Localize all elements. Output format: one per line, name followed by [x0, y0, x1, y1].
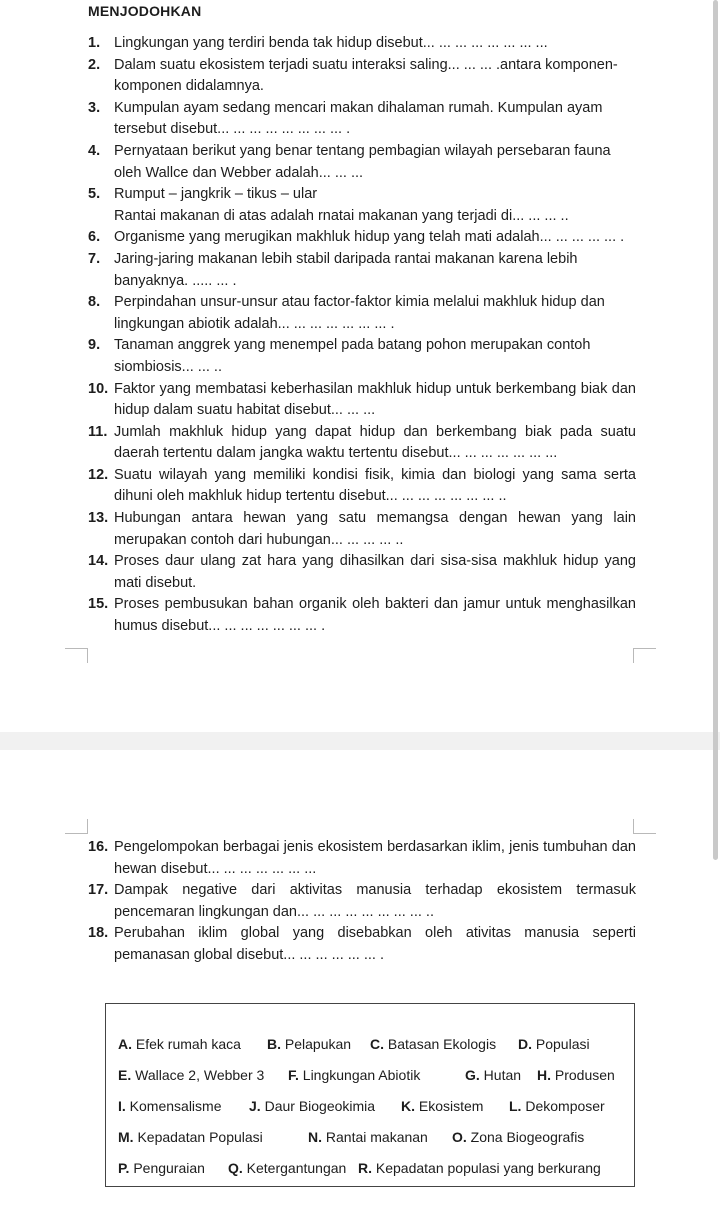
question-item [88, 33, 636, 55]
question-number: 2. [88, 56, 101, 73]
question-text: Suatu wilayah yang memiliki kondisi fisik, kimia dan biologi yang sama serta dihuni oleh makhluk hidup tertentu disebut... ... ... ... ... ... ... .. [114, 466, 636, 505]
question-text: Kumpulan ayam sedang mencari makan dihalaman rumah. Kumpulan ayam tersebut disebut... ... ... ... ... ... ... ... . [114, 99, 603, 138]
question-item [88, 227, 636, 249]
question-item [88, 837, 636, 880]
page-separator [0, 732, 720, 750]
question-text: Pernyataan berikut yang benar tentang pembagian wilayah persebaran fauna oleh Wallce dan Webber adalah... ... ... [114, 142, 611, 181]
question-item [88, 292, 636, 335]
question-number: 10. [88, 380, 109, 397]
question-number: 11. [88, 423, 108, 440]
answer-option: Q. Ketergantungan [228, 1160, 347, 1176]
answer-option: F. Lingkungan Abiotik [288, 1067, 421, 1083]
question-text: Perubahan iklim global yang disebabkan oleh ativitas manusia seperti pemanasan global disebut... ... ... ... ... ... . [114, 925, 636, 963]
question-number: 6. [88, 229, 101, 246]
answer-option: D. Populasi [518, 1036, 590, 1052]
answer-option: H. Produsen [537, 1067, 615, 1083]
answer-row [118, 1129, 584, 1145]
answer-option: O. Zona Biogeografis [452, 1129, 585, 1145]
question-text: Jumlah makhluk hidup yang dapat hidup dan berkembang biak pada suatu daerah tertentu dalam jangka waktu tertentu disebut... ... ... ... ... ... ... [114, 423, 636, 462]
question-text: Jaring-jaring makanan lebih stabil daripada rantai makanan karena lebih banyaknya. ..... ... . [114, 250, 578, 289]
answer-option: R. Kepadatan populasi yang berkurang [358, 1160, 601, 1176]
question-number: 17. [88, 882, 109, 899]
answer-option: G. Hutan [465, 1067, 522, 1083]
question-item [88, 923, 636, 966]
answer-row [118, 1160, 601, 1176]
question-text: Organisme yang merugikan makhluk hidup yang telah mati adalah... ... ... ... ... . [114, 229, 625, 246]
answer-row [118, 1098, 605, 1114]
question-text: Dampak negative dari aktivitas manusia terhadap ekosistem termasuk pencemaran lingkungan dan... ... ... ... ... ... ... ... .. [114, 882, 636, 920]
question-text: Proses pembusukan bahan organik oleh bakteri dan jamur untuk menghasilkan humus disebut... ... ... ... ... ... ... . [114, 596, 636, 635]
question-number: 13. [88, 510, 109, 527]
answer-row [118, 1036, 590, 1052]
answer-option: M. Kepadatan Populasi [118, 1129, 263, 1145]
question-number: 1. [88, 35, 101, 51]
question-number: 8. [88, 294, 101, 311]
question-number: 18. [88, 925, 109, 942]
question-item [88, 508, 636, 551]
answer-option: J. Daur Biogeokimia [249, 1098, 376, 1114]
answer-option: A. Efek rumah kaca [118, 1036, 241, 1052]
question-number: 3. [88, 99, 101, 116]
answer-option: N. Rantai makanan [308, 1129, 428, 1145]
question-number: 14. [88, 553, 109, 570]
page-corner-mark [633, 648, 656, 663]
question-item [88, 594, 636, 637]
page-corner-mark [633, 819, 656, 834]
question-number: 15. [88, 596, 109, 613]
question-text: Perpindahan unsur-unsur atau factor-faktor kimia melalui makhluk hidup dan lingkungan abiotik adalah... ... ... ... ... ... ... . [114, 294, 605, 332]
question-number: 5. [88, 186, 101, 203]
answer-option: B. Pelapukan [267, 1036, 352, 1052]
question-text: Lingkungan yang terdiri benda tak hidup disebut... ... ... ... ... ... ... ... [114, 35, 548, 51]
question-item [88, 335, 636, 378]
question-item [88, 551, 636, 594]
answer-option: L. Dekomposer [509, 1098, 605, 1114]
question-item [88, 55, 636, 98]
question-item [88, 465, 636, 508]
question-number: 16. [88, 839, 109, 855]
question-item [88, 379, 636, 422]
question-text: Tanaman anggrek yang menempel pada batang pohon merupakan contoh siombiosis... ... .. [114, 337, 591, 375]
question-text: Hubungan antara hewan yang satu memangsa dengan hewan yang lain merupakan contoh dari hubungan... ... ... ... .. [114, 510, 636, 548]
question-number: 4. [88, 142, 101, 159]
question-item [88, 98, 636, 141]
question-number: 9. [88, 337, 101, 354]
answer-option: C. Batasan Ekologis [370, 1036, 497, 1052]
document-page-2 [0, 750, 712, 1229]
question-list-page-1 [88, 33, 636, 638]
answer-options-box [105, 1003, 635, 1187]
question-text: Rumput – jangkrik – tikus – ular [114, 186, 318, 203]
page-corner-mark [65, 648, 88, 663]
answer-row [118, 1067, 615, 1083]
answer-option: P. Penguraian [118, 1160, 205, 1176]
page-corner-mark [65, 819, 88, 834]
question-item [88, 249, 636, 292]
question-text: Dalam suatu ekosistem terjadi suatu interaksi saling... ... ... .antara komponen-komponen didalamnya. [114, 56, 618, 95]
question-item [88, 184, 636, 227]
question-number: 7. [88, 250, 101, 267]
answer-option: E. Wallace 2, Webber 3 [118, 1067, 265, 1083]
question-item [88, 880, 636, 923]
question-number: 12. [88, 466, 109, 483]
question-text: Proses daur ulang zat hara yang dihasilkan dari sisa-sisa makhluk hidup yang mati disebut. [114, 553, 636, 591]
answer-option: K. Ekosistem [401, 1098, 484, 1114]
question-text-line: Rantai makanan di atas adalah rnatai makanan yang terjadi di... ... ... .. [114, 207, 569, 224]
question-text: Faktor yang membatasi keberhasilan makhluk hidup untuk berkembang biak dan hidup dalam suatu habitat disebut... ... ... [114, 380, 636, 419]
worksheet-title: MENJODOHKAN [88, 3, 202, 19]
vertical-scrollbar[interactable] [713, 0, 718, 860]
question-item [88, 141, 636, 184]
answer-option: I. Komensalisme [118, 1098, 222, 1114]
question-item [88, 422, 636, 465]
question-list-page-2 [88, 837, 636, 967]
question-text: Pengelompokan berbagai jenis ekosistem berdasarkan iklim, jenis tumbuhan dan hewan disebut... ... ... ... ... ... ... [114, 839, 636, 877]
